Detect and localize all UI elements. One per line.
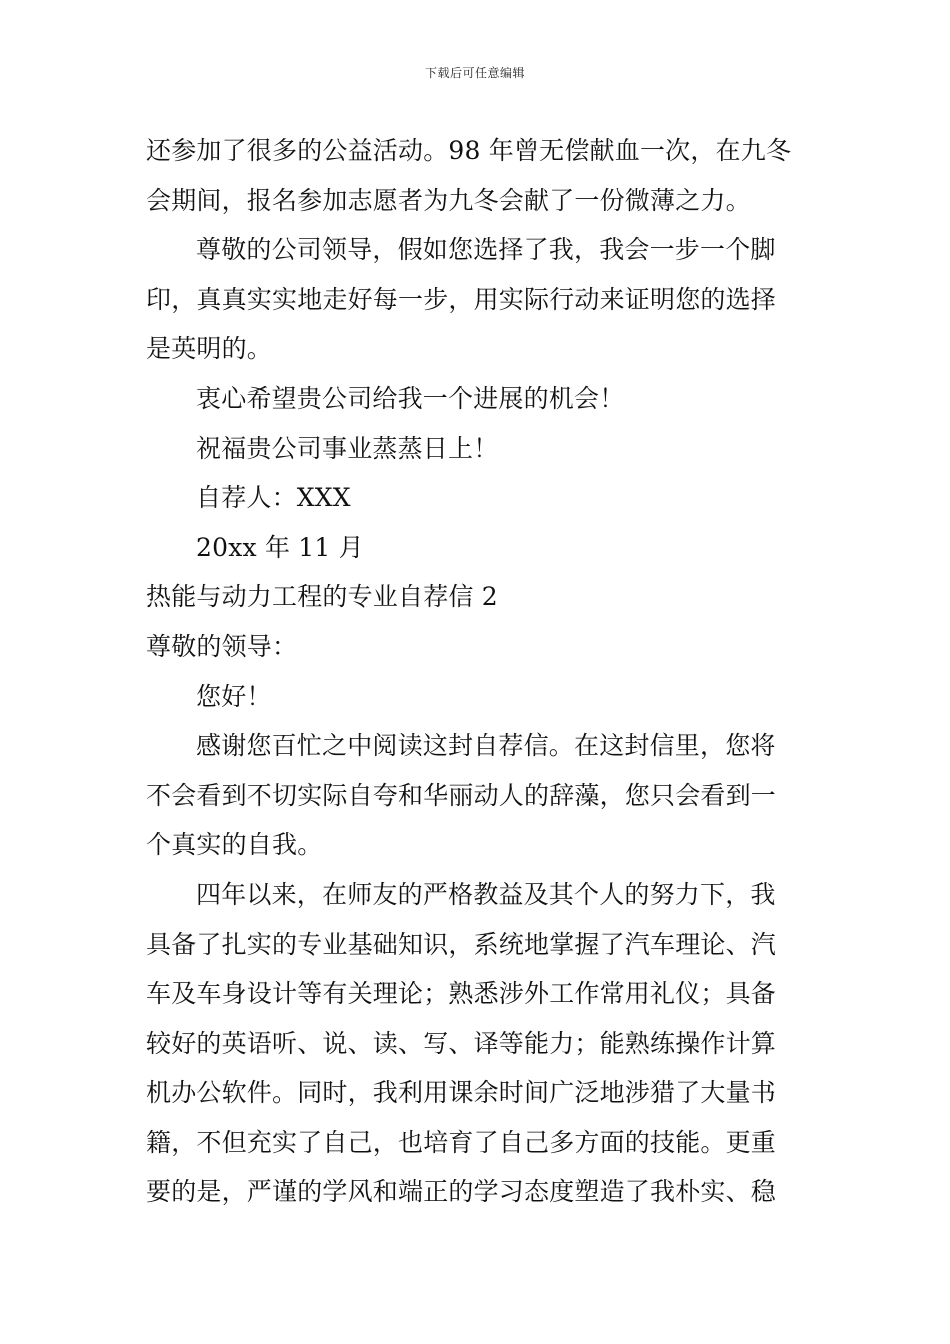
salutation: 尊敬的领导： — [146, 631, 298, 661]
greeting: 您好！ — [196, 681, 272, 711]
text-line: 不会看到不切实际自夸和华丽动人的辞藻，您只会看到一 — [146, 780, 777, 810]
text-line: 要的是，严谨的学风和端正的学习态度塑造了我朴实、稳 — [146, 1177, 777, 1207]
text-line: 尊敬的公司领导，假如您选择了我，我会一步一个脚 — [196, 235, 776, 265]
text-line: 感谢您百忙之中阅读这封自荐信。在这封信里，您将 — [196, 731, 776, 761]
page-header-note: 下载后可任意编辑 — [424, 66, 525, 80]
text-line: 籍，不但充实了自己，也培育了自己多方面的技能。更重 — [146, 1127, 777, 1157]
text-line: 车及车身设计等有关理论；熟悉涉外工作常用礼仪；具备 — [146, 979, 777, 1009]
text-line: 机办公软件。同时，我利用课余时间广泛地涉猎了大量书 — [146, 1078, 777, 1108]
text-line: 四年以来，在师友的严格教益及其个人的努力下，我 — [196, 879, 776, 909]
text-line: 是英明的。 — [146, 334, 273, 364]
text-line: 衷心希望贵公司给我一个进展的机会！ — [196, 383, 625, 413]
text-line: 具备了扎实的专业基础知识，系统地掌握了汽车理论、汽 — [146, 929, 777, 959]
date-line: 20xx 年 11 月 — [196, 532, 364, 562]
text-line: 祝福贵公司事业蒸蒸日上！ — [196, 433, 499, 463]
text-line: 较好的英语听、说、读、写、译等能力；能熟练操作计算 — [146, 1028, 777, 1058]
text-line: 印，真真实实地走好每一步，用实际行动来证明您的选择 — [146, 284, 777, 314]
text-line: 还参加了很多的公益活动。98 年曾无偿献血一次，在九冬 — [146, 136, 792, 165]
text-line: 个真实的自我。 — [146, 830, 323, 860]
signature-line: 自荐人：XXX — [196, 483, 351, 513]
text-line: 会期间，报名参加志愿者为九冬会献了一份微薄之力。 — [146, 185, 751, 215]
document-body — [146, 126, 806, 1217]
section-title: 热能与动力工程的专业自荐信 2 — [146, 582, 498, 612]
